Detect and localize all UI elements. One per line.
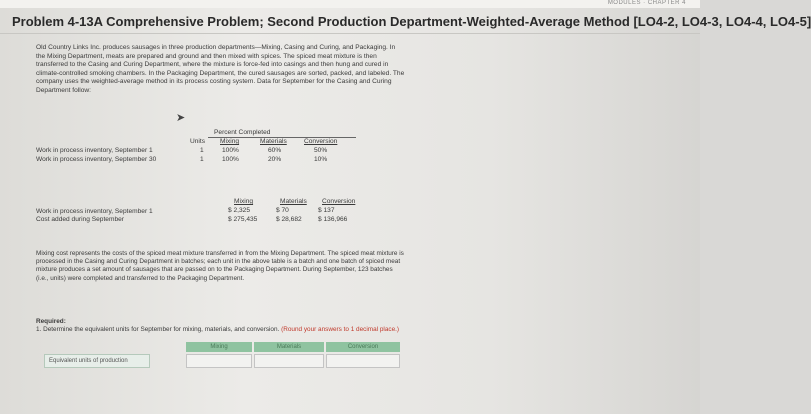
col-conversion: Conversion [322,198,356,205]
round-note: (Round your answers to 1 decimal place.) [281,326,400,334]
percent-completed-table [36,127,356,167]
table-row-label: Work in process inventory, September 1 [36,147,153,154]
required-section [36,318,406,334]
top-bar [0,0,700,8]
table-cell: 1 [200,147,204,154]
table-cell: $ 70 [276,207,289,214]
col-mixing: Mixing [234,198,254,205]
table-cell: 100% [222,147,239,154]
col-units: Units [190,138,206,145]
table-row-label: Work in process inventory, September 30 [36,156,157,163]
table-cell: 1 [200,156,204,163]
table-cell: 100% [222,156,239,163]
conversion-answer-input[interactable] [326,354,400,368]
answer-table [36,342,406,372]
divider [0,33,700,34]
answer-col-mixing: Mixing [186,342,252,352]
required-heading: Required: [36,318,66,325]
table-cell: 50% [314,147,328,154]
table-cell: 60% [268,147,282,154]
table-row-label: Work in process inventory, September 1 [36,208,153,215]
problem-title: Problem 4-13A Comprehensive Problem; Second Production Department-Weighted-Average Method [LO4-2, LO4-3, LO4-4, LO4-5] [12,14,811,29]
col-materials: Materials [280,198,307,205]
mouse-cursor-icon: ➤ [176,112,186,124]
mixing-answer-input[interactable] [186,354,252,368]
col-mixing: Mixing [220,138,240,145]
table-row-label: Cost added during September [36,216,124,223]
table-cell: $ 136,966 [318,216,348,223]
table-cell: $ 2,325 [228,207,250,214]
cost-table [36,195,356,229]
table-cell: $ 275,435 [228,216,258,223]
required-item [36,326,406,334]
col-materials: Materials [260,138,287,145]
mixing-cost-paragraph: Mixing cost represents the costs of the spiced meat mixture transferred in from the Mixing Department. The spiced meat mixture is processed in the Casing and Curing Department in batches; each unit in the above table is a batch and one batch of spiced meat mixture produces a set amount of sausages that are passed on to the Packaging Department. During September, 123 batches (i.e., units) were completed and transferred to the Packaging Department. [36,250,404,282]
col-conversion: Conversion [304,138,338,145]
required-item-text: 1. Determine the equivalent units for September for mixing, materials, and conversion. [36,326,280,334]
answer-row-label: Equivalent units of production [44,354,150,368]
table-cell: 20% [268,156,282,163]
table-cell: 10% [314,156,328,163]
corner-tag: MODULES · CHAPTER 4 [607,0,686,6]
materials-answer-input[interactable] [254,354,324,368]
table-cell: $ 137 [318,207,335,214]
answer-col-materials: Materials [254,342,324,352]
answer-col-conversion: Conversion [326,342,400,352]
intro-paragraph: Old Country Links Inc. produces sausages in three production departments—Mixing, Casing and Curing, and Packaging. In the Mixing Department, meats are prepared and ground and then mixed with spices. The spiced meat mixture is then transferred to the Casing and Curing Department, where the mixture is force-fed into casings and then hung and cured in climate-controlled smoking chambers. In the Packaging Department, the cured sausages are sorted, packed, and labeled. The company uses the weighted-average method in its process costing system. Data for September for the Casing and Curing Department follow: [36,44,405,94]
table-cell: $ 28,682 [276,216,302,223]
group-header: Percent Completed [214,129,271,136]
